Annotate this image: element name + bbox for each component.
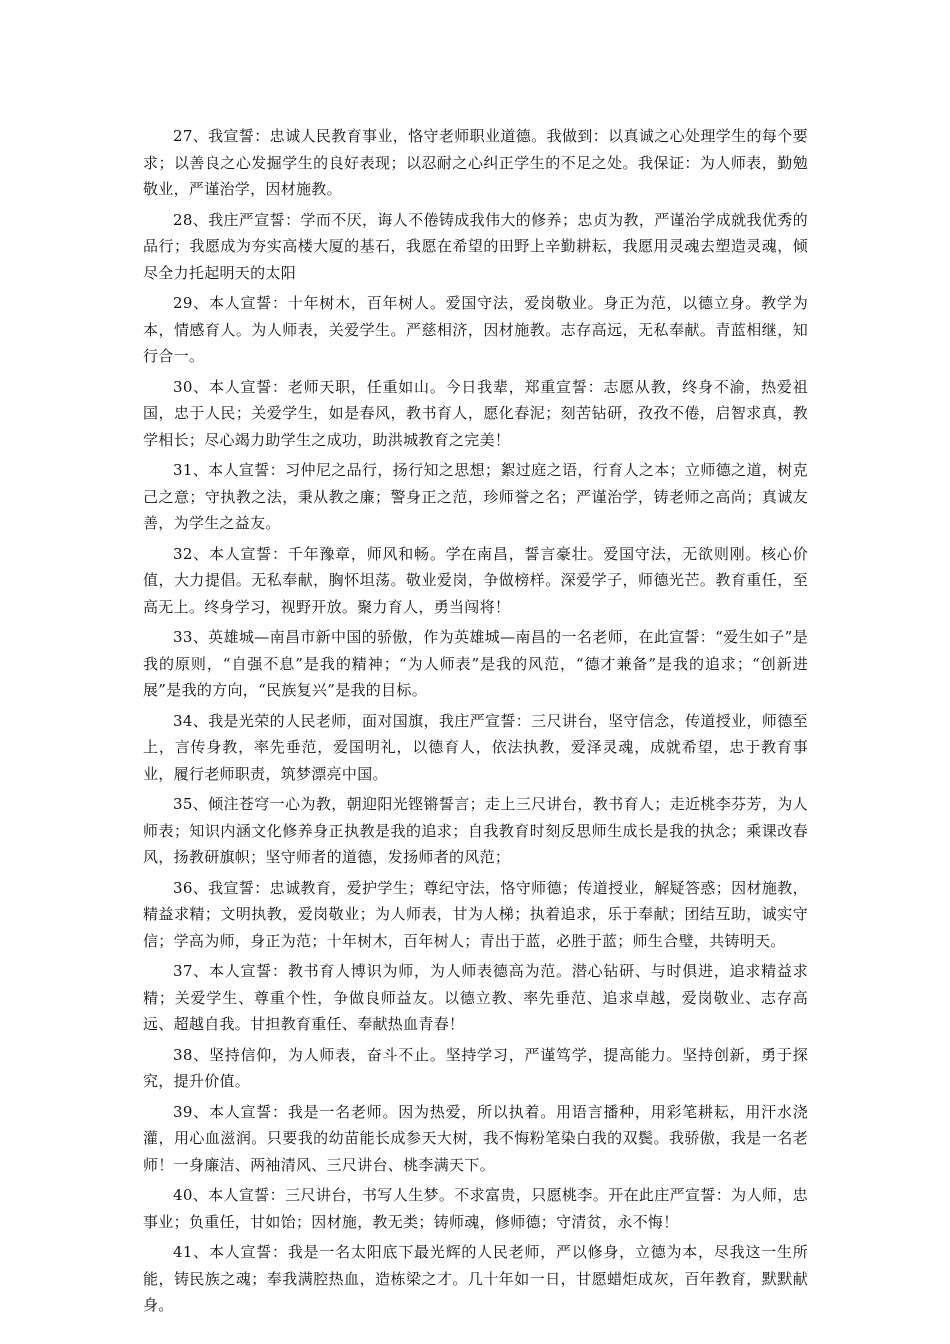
oath-paragraph-28: 28、我庄严宣誓：学而不厌，诲人不倦铸成我伟大的修养；忠贞为教，严谨治学成就我优秀的品行；我愿成为夯实高楼大厦的基石，我愿在希望的田野上辛勤耕耘，我愿用灵魂去塑造灵魂，倾尽全力托起明天的太阳 bbox=[143, 210, 808, 282]
oath-paragraph-32: 32、本人宣誓：千年豫章，师风和畅。学在南昌，誓言豪壮。爱国守法，无欲则刚。核心价值，大力提倡。无私奉献，胸怀坦荡。敬业爱岗，争做榜样。深爱学子，师德光芒。教育重任，至高无上。终身学习，视野开放。聚力育人，勇当闯将！ bbox=[143, 544, 808, 616]
oath-paragraph-34: 34、我是光荣的人民老师，面对国旗，我庄严宣誓：三尺讲台，坚守信念，传道授业，师德至上，言传身教，率先垂范，爱国明礼，以德育人，依法执教，爱泽灵魂，成就希望，忠于教育事业，履行老师职责，筑梦漂亮中国。 bbox=[143, 711, 808, 783]
oath-paragraph-38: 38、坚持信仰，为人师表，奋斗不止。坚持学习，严谨笃学，提高能力。坚持创新，勇于探究，提升价值。 bbox=[143, 1045, 808, 1090]
oath-paragraph-41: 41、本人宣誓：我是一名太阳底下最光辉的人民老师，严以修身，立德为本，尽我这一生所能，铸民族之魂；奉我满腔热血，造栋梁之才。几十年如一日，甘愿蜡炬成灰，百年教育，默默献身。 bbox=[143, 1243, 808, 1314]
document-page bbox=[143, 123, 808, 1323]
oath-paragraph-27: 27、我宣誓：忠诚人民教育事业，恪守老师职业道德。我做到：以真诚之心处理学生的每个要求；以善良之心发掘学生的良好表现；以忍耐之心纠正学生的不足之处。我保证：为人师表，勤勉敬业，严谨治学，因材施教。 bbox=[143, 127, 808, 198]
oath-paragraph-31: 31、本人宣誓：习仲尼之品行，扬行知之思想；絮过庭之语，行育人之本；立师德之道，树克己之意；守执教之法，秉从教之廉；警身正之范，珍师誉之名；严谨治学，铸老师之高尚；真诚友善，为学生之益友。 bbox=[143, 461, 808, 532]
oath-paragraph-33: 33、英雄城—南昌市新中国的骄傲，作为英雄城—南昌的一名老师，在此宣誓：“爱生如子”是我的原则，“自强不息”是我的精神；“为人师表”是我的风范，“德才兼备”是我的追求；“创新进展”是我的方向，“民族复兴”是我的目标。 bbox=[143, 628, 808, 699]
oath-paragraph-35: 35、倾注苍穹一心为教，朝迎阳光铿锵誓言；走上三尺讲台，教书育人；走近桃李芬芳，为人师表；知识内涵文化修养身正执教是我的追求；自我教育时刻反思师生成长是我的执念；乘课改春风，扬教研旗帜；坚守师者的道德，发扬师者的风范； bbox=[143, 795, 808, 866]
oath-paragraph-40: 40、本人宣誓：三尺讲台，书写人生梦。不求富贵，只愿桃李。开在此庄严宣誓：为人师，忠事业；负重任，甘如饴；因材施，教无类；铸师魂，修师德；守清贫，永不悔！ bbox=[143, 1186, 808, 1231]
oath-paragraph-37: 37、本人宣誓：教书育人博识为师，为人师表德高为范。潜心钻研、与时俱进，追求精益求精；关爱学生、尊重个性，争做良师益友。以德立教、率先垂范、追求卓越，爱岗敬业、志存高远、超越自我。甘担教育重任、奉献热血青春！ bbox=[143, 962, 808, 1033]
oath-paragraph-29: 29、本人宣誓：十年树木，百年树人。爱国守法，爱岗敬业。身正为范，以德立身。教学为本，情感育人。为人师表，关爱学生。严慈相济，因材施教。志存高远，无私奉献。青蓝相继，知行合一。 bbox=[143, 294, 808, 365]
oath-paragraph-36: 36、我宣誓：忠诚教育，爱护学生；尊纪守法，恪守师德；传道授业，解疑答惑；因材施教，精益求精；文明执教，爱岗敬业；为人师表，甘为人梯；执着追求，乐于奉献；团结互助，诚实守信；学高为师，身正为范；十年树木，百年树人；青出于蓝，必胜于蓝；师生合璧，共铸明天。 bbox=[143, 878, 808, 950]
oath-paragraph-30: 30、本人宣誓：老师天职，任重如山。今日我辈，郑重宣誓：志愿从教，终身不渝，热爱祖国，忠于人民；关爱学生，如是春风，教书育人，愿化春泥；刻苦钻研，孜孜不倦，启智求真，教学相长；尽心竭力助学生之成功，助洪城教育之完美！ bbox=[143, 377, 808, 449]
oath-paragraph-39: 39、本人宣誓：我是一名老师。因为热爱，所以执着。用语言播种，用彩笔耕耘，用汗水浇灌，用心血滋润。只要我的幼苗能长成参天大树，我不悔粉笔染白我的双鬓。我骄傲，我是一名老师！一身廉洁、两袖清风、三尺讲台、桃李满天下。 bbox=[143, 1102, 808, 1174]
